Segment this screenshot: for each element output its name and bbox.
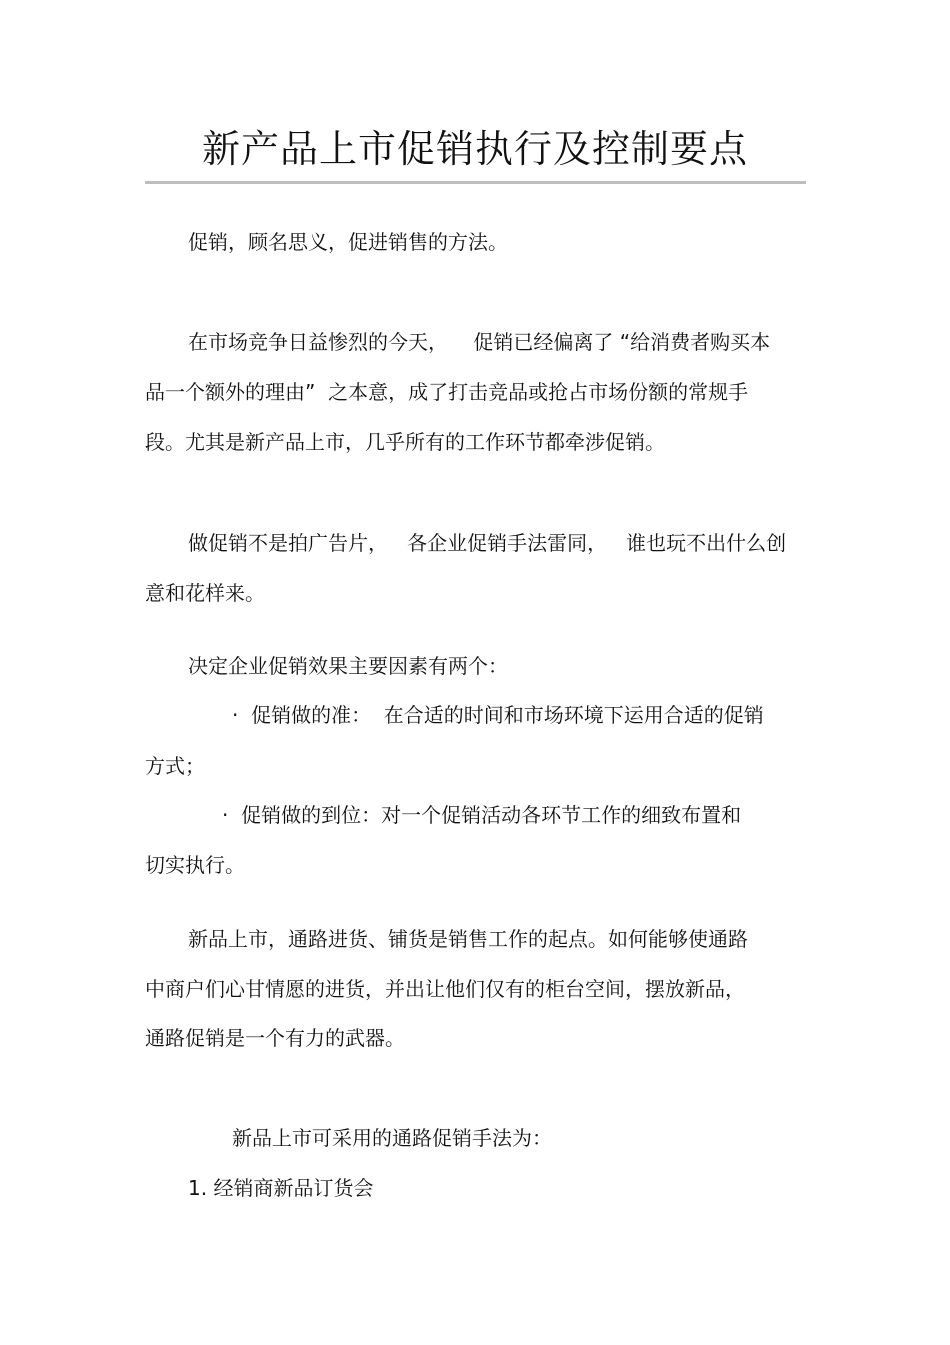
paragraph-line: 促销，顾名思义，促进销售的方法。 <box>188 230 508 254</box>
numbered-item: 1. 经销商新品订货会 <box>188 1176 374 1200</box>
section-intro: 新品上市可采用的通路促销手法为： <box>232 1126 552 1150</box>
document-title: 新产品上市促销执行及控制要点 <box>201 127 748 171</box>
paragraph-line: 在市场竞争日益惨烈的今天， 促销已经偏离了 “给消费者购买本 <box>188 330 771 354</box>
paragraph-line: 品一个额外的理由” 之本意，成了打击竞品或抢占市场份额的常规手 <box>145 380 749 404</box>
paragraph-line: 意和花样来。 <box>145 581 265 605</box>
paragraph-line: 通路促销是一个有力的武器。 <box>145 1026 405 1050</box>
bullet-item-continuation: 切实执行。 <box>145 853 245 877</box>
bullet-item-continuation: 方式； <box>145 754 205 778</box>
paragraph-line: 新品上市，通路进货、铺货是销售工作的起点。如何能够使通路 <box>188 927 748 951</box>
paragraph-line: 决定企业促销效果主要因素有两个： <box>188 654 508 678</box>
bullet-item: · 促销做的到位：对一个促销活动各环节工作的细致布置和 <box>222 803 742 827</box>
paragraph-line: 做促销不是拍广告片， 各企业促销手法雷同， 谁也玩不出什么创 <box>188 531 787 555</box>
paragraph-line: 中商户们心甘情愿的进货，并出让他们仅有的柜台空间，摆放新品， <box>145 977 745 1001</box>
bullet-item: · 促销做的准： 在合适的时间和市场环境下运用合适的促销 <box>232 703 764 727</box>
title-divider <box>145 181 806 184</box>
paragraph-line: 段。尤其是新产品上市，几乎所有的工作环节都牵涉促销。 <box>145 430 665 454</box>
